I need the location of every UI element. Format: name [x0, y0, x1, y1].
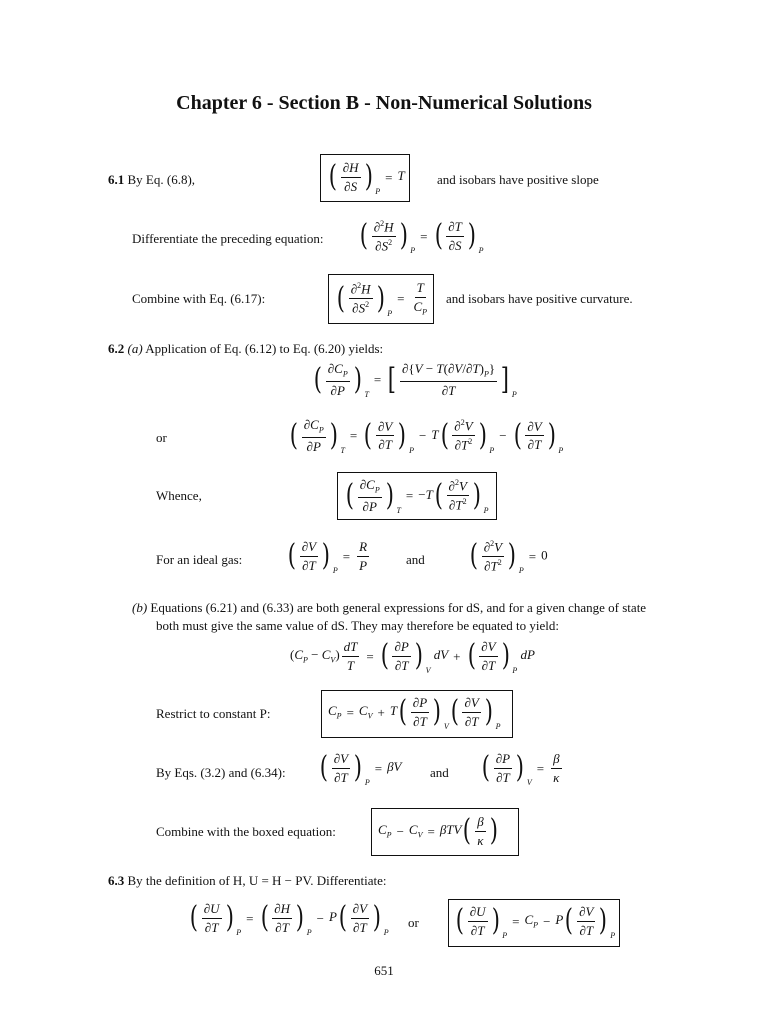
boxed-equation-6-2e: $C_P = C_V + T$ ( $\frac{\partial P}{\partial T}$ ) $_V$ ( $\frac{\partial V}{\partial T}$ ) $_P$: [321, 690, 513, 738]
equation-6-2g: ( $\frac{\partial P}{\partial T}$ ) $_V$= $\frac{\beta}{\kappa}$: [481, 750, 560, 788]
byeqs-text: By Eqs. (3.2) and (6.34):: [156, 765, 286, 780]
equation-6-3a: ( $\frac{\partial U}{\partial T}$ ) $_P$= ( $\frac{\partial H}{\partial T}$ ) $_P$− P ( $\frac{\partial V}{\partial T}$ ) $_P$: [189, 900, 389, 938]
problem-6-3-intro: [108, 873, 386, 889]
restrict-text: Restrict to constant P:: [156, 706, 271, 721]
or-text: or: [156, 430, 167, 445]
part-b-text2: both must give the same value of dS. They may therefore be equated to yield:: [156, 618, 560, 633]
part-label: (a): [127, 341, 143, 356]
problem-6-3-text: By the definition of H, U = H − PV. Differentiate:: [127, 873, 387, 888]
and-text: and: [406, 552, 425, 567]
problem-6-2-intro: [108, 341, 383, 357]
intro-text: By Eq. (6.8),: [127, 172, 196, 187]
part-b-text1: Equations (6.21) and (6.33) are both general expressions for dS, and for a given change of state: [150, 600, 647, 615]
equation-6-2a: ( $\frac{\partial C_P}{\partial P}$ ) $_T$= [ $\frac{\partial\{V - T(\partial V/\partial T)_P\}}{\partial T}$ ] $_P$: [313, 361, 517, 399]
differentiate-text: Differentiate the preceding equation:: [132, 231, 324, 246]
boxed-equation-6-3b: ( $\frac{\partial U}{\partial T}$ ) $_P= C_P - P$ ( $\frac{\partial V}{\partial T}$ ) $_P$: [448, 899, 620, 947]
combine-text: Combine with Eq. (6.17):: [132, 291, 266, 306]
boxed-equation-6-1a: ( $\frac{\partial H}{\partial S}$ ) $_P$= T: [320, 154, 410, 202]
problem-number: 6.3: [108, 873, 125, 888]
boxed-equation-6-1c: ( $\frac{\partial^2H}{\partial S^2}$ ) $_P$= $\frac{T}{C_P}$: [328, 274, 434, 324]
or-text-2: or: [408, 915, 419, 930]
ideal-gas-text: For an ideal gas:: [156, 552, 243, 567]
equation-6-2d: $(C_P - C_V)$ $\frac{dT}{T}$ = ( $\frac{\partial P}{\partial T}$ ) $_V$ dV + ( $\frac{\partial V}{\partial T}$ ) $_P$ dP: [290, 638, 535, 676]
equation-6-2b: ( $\frac{\partial C_P}{\partial P}$ ) $_T$= ( $\frac{\partial V}{\partial T}$ ) $_P$− T ( $\frac{\partial^2V}{\partial T^2}$ ) $_P$− ( $\frac{\partial V}{\partial T}$ ) $_P$: [289, 417, 564, 455]
whence-text: Whence,: [156, 488, 202, 503]
problem-6-1-intro: [108, 172, 195, 188]
boxed-equation-6-2h: $C_P - C_V = \beta TV$ ( $\frac{\beta}{\kappa}$ ): [371, 808, 519, 856]
part-b-line1: [132, 600, 646, 616]
note-positive-curvature: and isobars have positive curvature.: [446, 291, 633, 306]
problem-number: 6.1: [108, 172, 125, 187]
part-a-text: Application of Eq. (6.12) to Eq. (6.20) yields:: [145, 341, 384, 356]
and-text-2: and: [430, 765, 449, 780]
equation-6-2f: ( $\frac{\partial V}{\partial T}$ ) $_P$= βV: [319, 750, 402, 788]
problem-number: 6.2: [108, 341, 125, 356]
page-title: Chapter 6 - Section B - Non-Numerical Solutions: [176, 92, 592, 114]
page-number: 651: [374, 963, 394, 978]
equation-6-1b: ( $\frac{\partial^2H}{\partial S^2}$ ) $_P$= ( $\frac{\partial T}{\partial S}$ ) $_P$: [359, 218, 484, 256]
equation-ideal-2: ( $\frac{\partial^2V}{\partial T^2}$ ) $_P$= 0: [469, 538, 548, 576]
note-positive-slope: and isobars have positive slope: [437, 172, 599, 187]
combine-boxed-text: Combine with the boxed equation:: [156, 824, 336, 839]
boxed-equation-6-2c: ( $\frac{\partial C_P}{\partial P}$ ) $_T$= −T ( $\frac{\partial^2V}{\partial T^2}$ ) $_P$: [337, 472, 497, 520]
equation-ideal-1: ( $\frac{\partial V}{\partial T}$ ) $_P$= $\frac{R}{P}$: [287, 538, 368, 576]
part-label: (b): [132, 600, 148, 615]
